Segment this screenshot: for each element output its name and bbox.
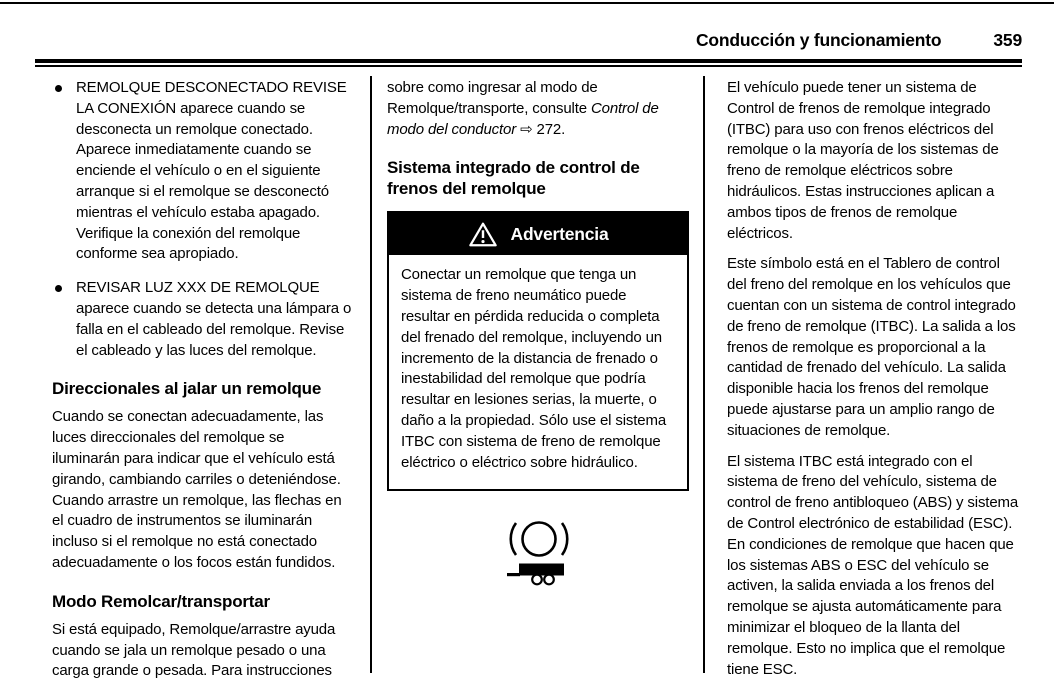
- bullet-text: REVISAR LUZ XXX DE REMOLQUE aparece cuando se detecta una lámpara o falla en el cableado del remolque. Revise el cableado y las luces del remolque.: [76, 279, 352, 359]
- trailer-brake-icon: [507, 517, 569, 587]
- column-right: [705, 76, 1022, 676]
- trailer-brake-symbol-wrap: [387, 517, 689, 587]
- paragraph-intro-continuation: [387, 78, 689, 140]
- paragraph-direccionales: Cuando se conectan adecuadamente, las luces direccionales del remolque se iluminarán para indicar que el vehículo está girando, cambiando carriles o deteniéndose. Cuando arrastre un remolque, las flechas en el cuadro de instrumentos se iluminarán incluso si el remolque no está conectado adecuadamente o los focos están fundidos.: [52, 408, 342, 571]
- warning-body: Conectar un remolque que tenga un sistema de freno neumático puede resultar en pérdida reducida o completa del frenado del remolque, incluyendo un incremento de la distancia de frenado o inestabilidad del remolque que podría resultar en lesiones serias, la muerte, o daño a la propiedad. Sólo use el sistema ITBC con sistema de freno de remolque eléctrico o eléctrico sobre hidráulico.: [401, 266, 667, 471]
- bullet-icon: [55, 285, 62, 292]
- page-top-border: [0, 2, 1054, 4]
- page-content: [35, 76, 1022, 680]
- warning-box: [387, 211, 689, 491]
- paragraph-symbol-tablero: Este símbolo está en el Tablero de control del freno del remolque en los vehículos que cuentan con un sistema de control integrado de freno de remolque (ITBC). La salida a los frenos de remolque es proporcional a la cantidad de frenado del vehículo. La salida disponible hacia los frenos del remolque puede ajustarse para un amplio rango de situaciones de remolque.: [727, 255, 1016, 439]
- section-heading-direccionales: Direccionales al jalar un remolque: [52, 379, 322, 399]
- intro-text: sobre como ingresar al modo de Remolque/transporte, consulte: [387, 79, 598, 117]
- list-item: [52, 78, 352, 265]
- section-heading-modo-remolcar: Modo Remolcar/transportar: [52, 591, 270, 611]
- header-rule: [35, 59, 1022, 67]
- paragraph-itbc-overview: El vehículo puede tener un sistema de Control de frenos de remolque integrado (ITBC) para uso con frenos eléctricos del remolque o la mayoría de los sistemas de freno de remolque eléctricos sobre hidráulicos. Estas instrucciones aplican a ambos tipos de frenos de remolque eléctricos.: [727, 79, 999, 242]
- cross-reference-title: Control de modo del conductor: [387, 99, 659, 138]
- bullet-text: REMOLQUE DESCONECTADO REVISE LA CONEXIÓN aparece cuando se desconecta un remolque conectado. Aparece inmediatamente cuando se enciende el vehículo o en el siguiente arranque si el remolque se desconectó mientras el vehículo estaba apagado. Verifique la conexión del remolque conforme sea apropiado.: [76, 79, 347, 263]
- paragraph-modo-remolcar: Si está equipado, Remolque/arrastre ayuda cuando se jala un remolque pesado o una carga grande o pesada. Para instrucciones: [52, 620, 336, 680]
- page-title: Conducción y funcionamiento: [695, 30, 942, 50]
- page-header: [35, 30, 1022, 51]
- warning-header: [389, 213, 687, 255]
- cross-reference-page: ⇨ 272.: [516, 120, 566, 138]
- paragraph-itbc-integration: El sistema ITBC está integrado con el sistema de freno del vehículo, sistema de control de freno antibloqueo (ABS) y sistema de Control electrónico de estabilidad (ESC). En condiciones de remolque que hacen que los sistemas ABS o ESC del vehículo se activen, la salida enviada a los frenos del remolque se ajusta automáticamente para minimizar el bloqueo de la llanta del remolque. Esto no implica que el remolque tiene ESC.: [727, 452, 1019, 678]
- warning-title: Advertencia: [510, 223, 609, 244]
- column-middle: [372, 76, 703, 676]
- message-bullet-list: [52, 78, 352, 361]
- column-left: [35, 76, 370, 680]
- section-heading-sistema-itbc: Sistema integrado de control de frenos del remolque: [387, 158, 640, 199]
- page-number: 359: [993, 30, 1022, 50]
- warning-triangle-icon: [468, 221, 498, 248]
- list-item: [52, 278, 352, 361]
- bullet-icon: [55, 85, 62, 92]
